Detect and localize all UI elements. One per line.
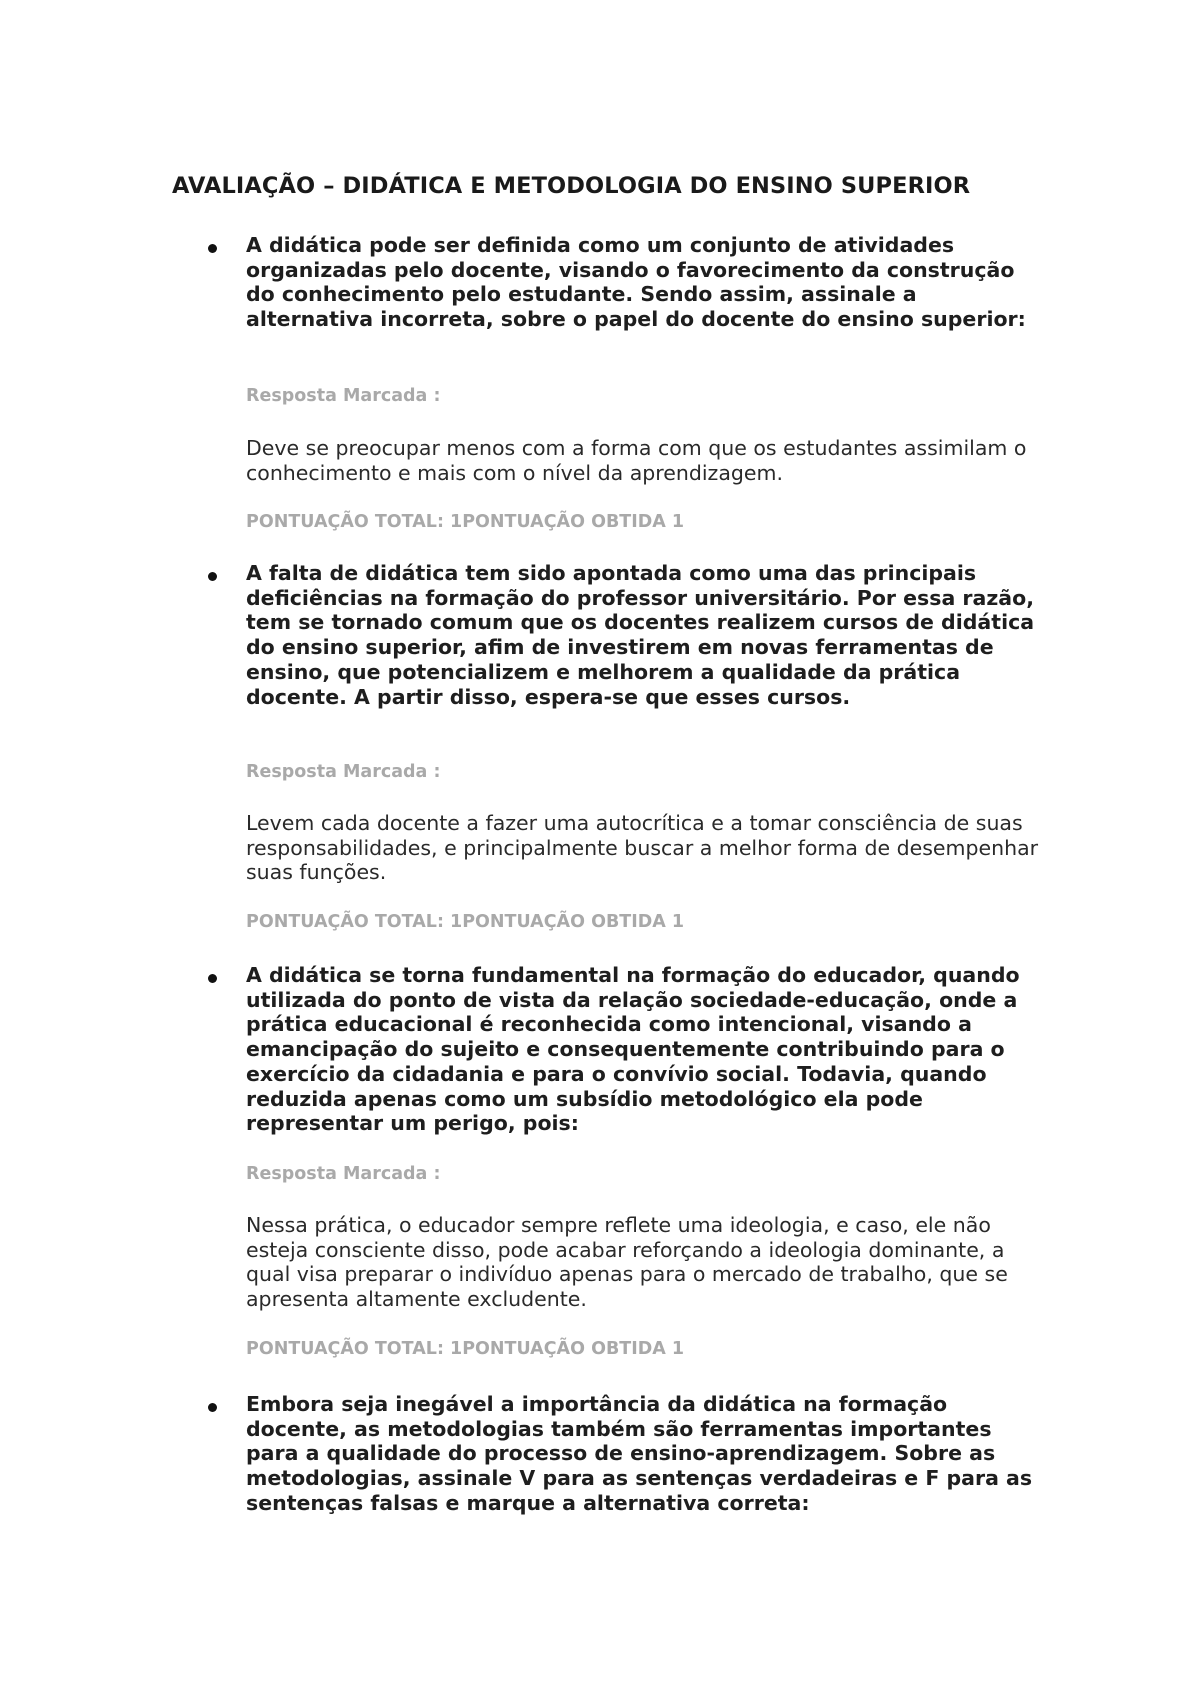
score-line: PONTUAÇÃO TOTAL: 1PONTUAÇÃO OBTIDA 1 [246, 512, 685, 532]
bullet-icon [208, 974, 217, 983]
answer-label: Resposta Marcada : [246, 762, 441, 782]
question-text: A didática se torna fundamental na formação do educador, quando utilizada do ponto de vista da relação sociedade-educação, onde a prática educacional é reconhecida como intencional, visando a emancipação do sujeito e consequentemente contribuindo para o exercício da cidadania e para o convívio social. Todavia, quando reduzida apenas como um subsídio metodológico ela pode representar um perigo, pois: [246, 963, 1020, 1136]
question-text: Embora seja inegável a importância da didática na formação docente, as metodologias também são ferramentas importantes para a qualidade do processo de ensino-aprendizagem. Sobre as metodologias, assinale V para as sentenças verdadeiras e F para as sentenças falsas e marque a alternativa correta: [246, 1392, 1033, 1515]
answer-text: Deve se preocupar menos com a forma com que os estudantes assimilam o conhecimento e mais com o nível da aprendizagem. [246, 436, 1027, 485]
answer-label: Resposta Marcada : [246, 386, 441, 406]
score-line: PONTUAÇÃO TOTAL: 1PONTUAÇÃO OBTIDA 1 [246, 912, 685, 932]
score-line: PONTUAÇÃO TOTAL: 1PONTUAÇÃO OBTIDA 1 [246, 1339, 685, 1359]
question-text: A falta de didática tem sido apontada como uma das principais deficiências na formação do professor universitário. Por essa razão, tem se tornado comum que os docentes realizem cursos de didática do ensino superior, afim de investirem em novas ferramentas de ensino, que potencializem e melhorem a qualidade da prática docente. A partir disso, espera-se que esses cursos. [246, 561, 1035, 709]
bullet-icon [208, 244, 217, 253]
bullet-icon [208, 572, 217, 581]
bullet-icon [208, 1403, 217, 1412]
answer-label: Resposta Marcada : [246, 1164, 441, 1184]
answer-text: Nessa prática, o educador sempre reflete uma ideologia, e caso, ele não esteja consciente disso, pode acabar reforçando a ideologia dominante, a qual visa preparar o indivíduo apenas para o mercado de trabalho, que se apresenta altamente excludente. [246, 1213, 1008, 1312]
question-text: A didática pode ser definida como um conjunto de atividades organizadas pelo docente, visando o favorecimento da construção do conhecimento pelo estudante. Sendo assim, assinale a alternativa incorreta, sobre o papel do docente do ensino superior: [246, 233, 1026, 332]
answer-text: Levem cada docente a fazer uma autocrítica e a tomar consciência de suas responsabilidades, e principalmente buscar a melhor forma de desempenhar suas funções. [246, 811, 1039, 885]
document-title: AVALIAÇÃO – DIDÁTICA E METODOLOGIA DO ENSINO SUPERIOR [172, 173, 971, 199]
